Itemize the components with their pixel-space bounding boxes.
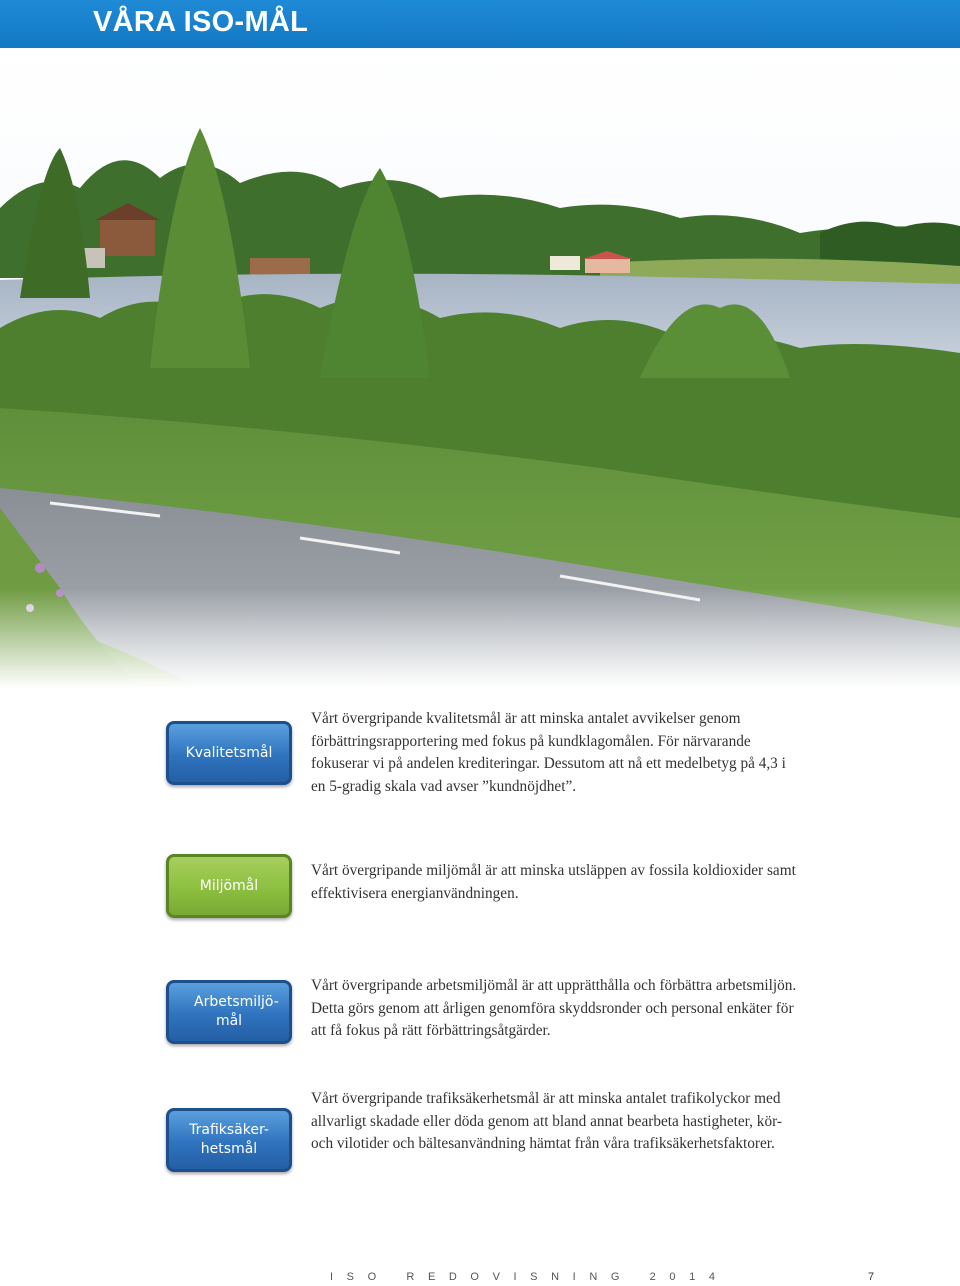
goal-label: Miljömål	[199, 877, 259, 894]
landscape-photo	[0, 48, 960, 688]
goal-description-traffic-safety: Vårt övergripande trafiksäkerhetsmål är att minska antalet trafikolyckor med allvarligt skadade eller döda genom att bland annat bearbeta hastigheter, kör- och vilotider och bältesanvändning hämtat från våra trafiksäkerhetsfaktorer.	[311, 1090, 782, 1153]
goal-description-work-environment: Vårt övergripande arbetsmiljömål är att upprätthålla och förbättra arbetsmiljön. Detta görs genom att årligen genomföra skyddsronder och personal enkäter för att få fokus på rätt förbättringsåtgärder.	[311, 977, 797, 1040]
goal-badge-work-environment	[166, 980, 292, 1044]
goal-badge-environment	[166, 854, 292, 918]
goal-badge-quality	[166, 721, 292, 785]
footer-text: ISO REDOVISNING 2014	[330, 1271, 729, 1283]
goal-label: Kvalitetsmål	[185, 744, 273, 761]
goal-description-environment: Vårt övergripande miljömål är att minska utsläppen av fossila koldioxider samt effektivisera energianvändningen.	[311, 862, 796, 902]
header-bar	[0, 0, 960, 48]
goal-description-quality: Vårt övergripande kvalitetsmål är att minska antalet avvikelser genom förbättringsrapportering med fokus på kundklagomålen. För närvarande fokuserar vi på andelen krediteringar. Dessutom att nå ett medelbetyg på 4,3 i en 5-gradig skala vad avser ”kundnöjdhet”.	[311, 710, 786, 795]
goal-label: Trafiksäker- hetsmål	[189, 1122, 269, 1157]
page-number: 7	[868, 1271, 875, 1283]
page-title: VÅRA ISO-MÅL	[93, 6, 309, 38]
goal-label: Arbetsmiljö- mål	[194, 994, 279, 1029]
goal-badge-traffic-safety	[166, 1108, 292, 1172]
